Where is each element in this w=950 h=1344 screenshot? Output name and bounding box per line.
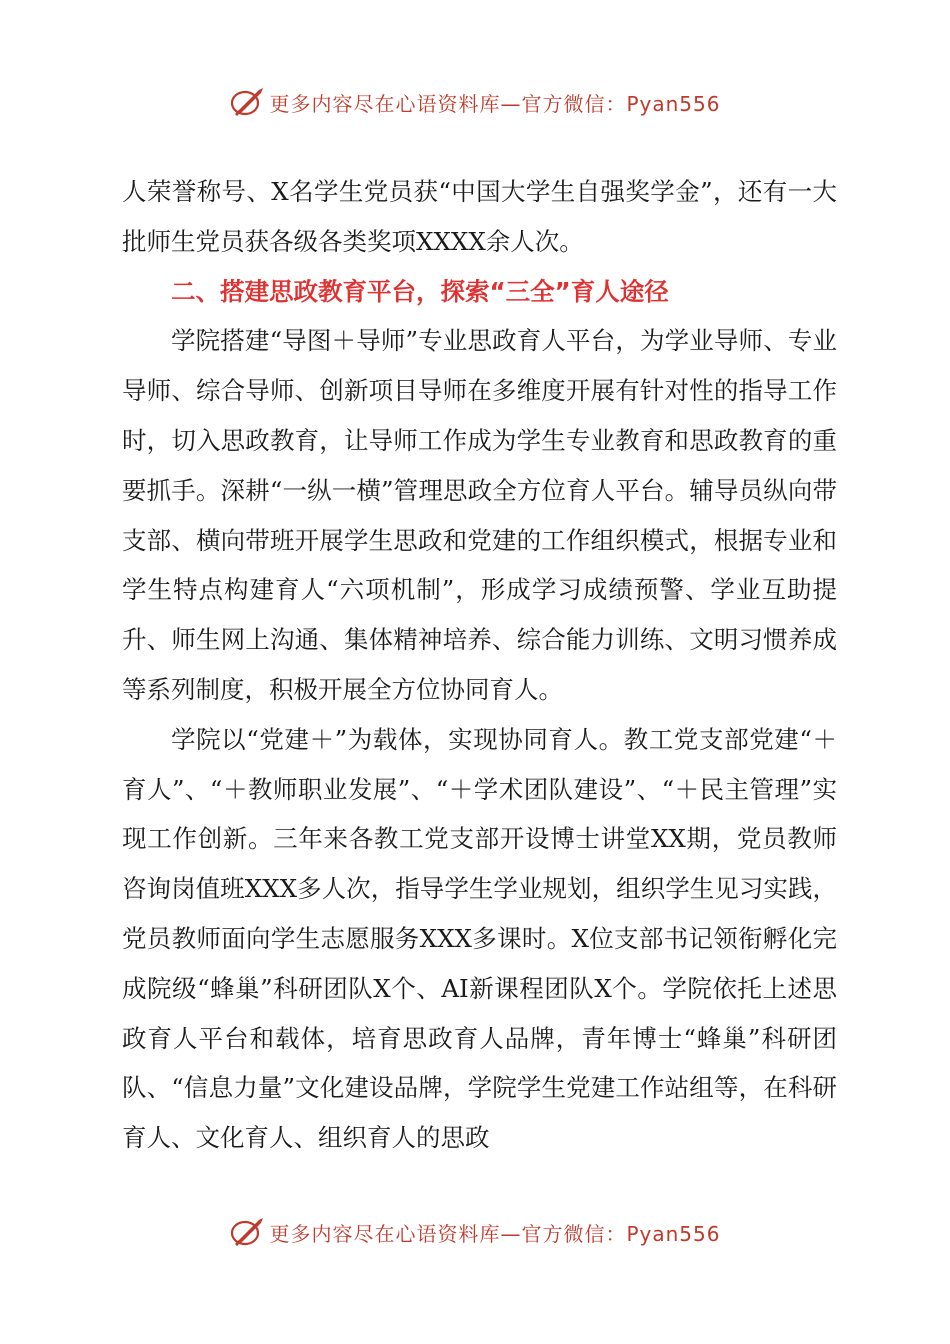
paragraph-2: 学院以“党建＋”为载体，实现协同育人。教工党支部党建“＋育人”、“＋教师职业发展”、“＋学术团队建设”、“＋民主管理”实现工作创新。三年来各教工党支部开设博士讲堂XX期，党员教师咨询岗值班XXX多人次，指导学生学业规划，组织学生见习实践，党员教师面向学生志愿服务XXX多课时。X位支部书记领衔孵化完成院级“蜂巢”科研团队X个、AI新课程团队X个。学院依托上述思政育人平台和载体，培育思政育人品牌，青年博士“蜂巢”科研团队、“信息力量”文化建设品牌，学院学生党建工作站组等，在科研育人、文化育人、组织育人的思政: [122, 724, 837, 1153]
paragraph-continued: 人荣誉称号、X名学生党员获“中国大学生自强奖学金”，还有一大批师生党员获各级各类奖项XXXX余人次。: [122, 177, 837, 256]
footer-banner: [0, 1212, 950, 1252]
quill-pen-logo-icon: [229, 85, 267, 119]
banner-text: 更多内容尽在心语资料库—官方微信：Pyan556: [269, 91, 721, 116]
paragraph-1: 学院搭建“导图＋导师”专业思政育人平台，为学业导师、专业导师、综合导师、创新项目导师在多维度开展有针对性的指导工作时，切入思政教育，让导师工作成为学生专业教育和思政教育的重要抓手。深耕“一纵一横”管理思政全方位育人平台。辅导员纵向带支部、横向带班开展学生思政和党建的工作组织模式，根据专业和学生特点构建育人“六项机制”，形成学习成绩预警、学业互助提升、师生网上沟通、集体精神培养、综合能力训练、文明习惯养成等系列制度，积极开展全方位协同育人。: [122, 326, 837, 704]
document-body: [122, 167, 837, 1163]
quill-pen-logo-icon: [229, 1215, 267, 1249]
section-heading: 二、搭建思政教育平台，探索“三全”育人途径: [171, 276, 669, 306]
header-banner: [0, 82, 950, 122]
banner-text: 更多内容尽在心语资料库—官方微信：Pyan556: [269, 1221, 721, 1246]
